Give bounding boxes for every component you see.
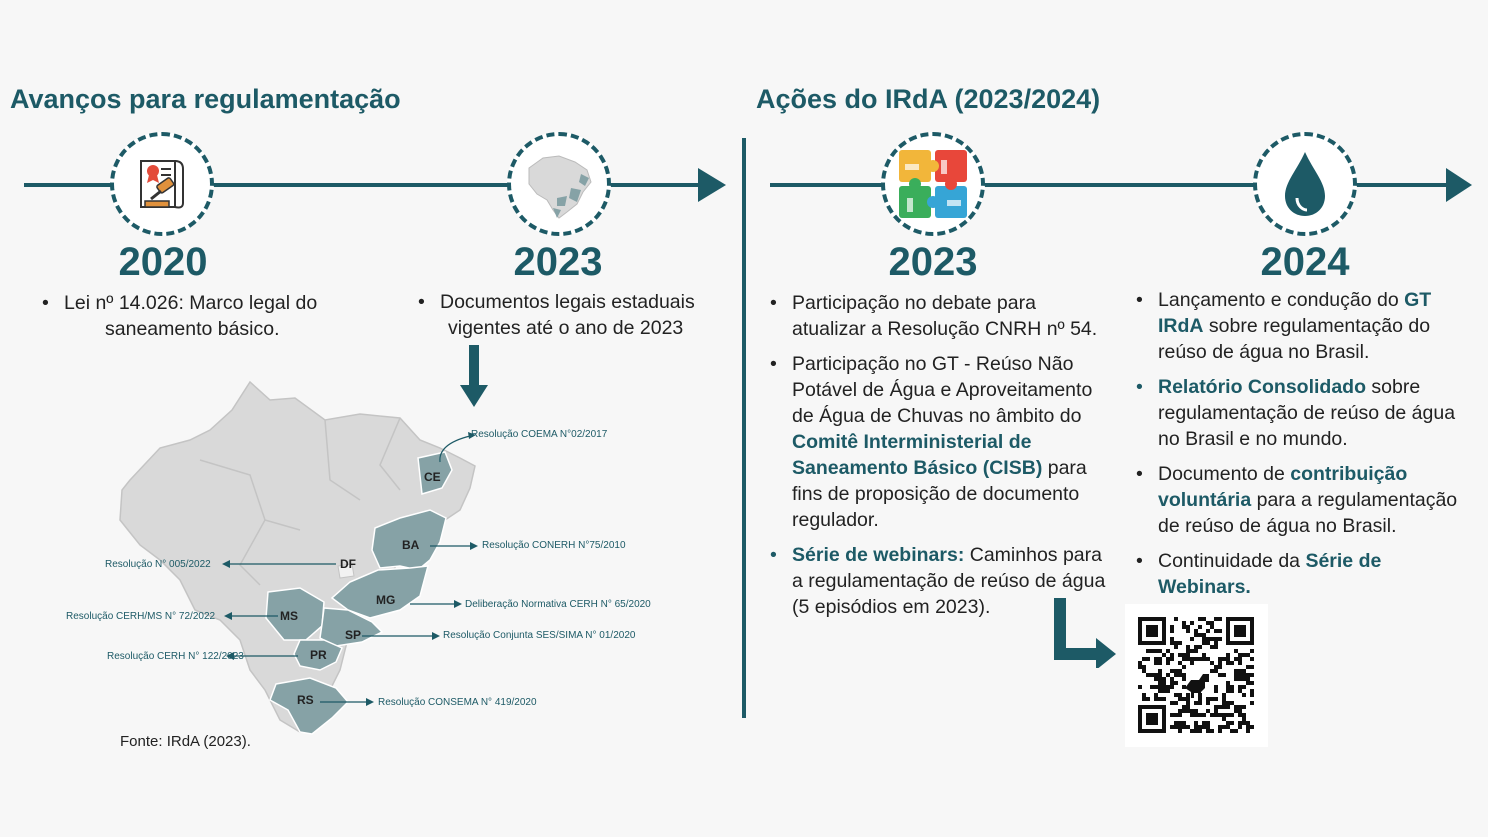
label-rs: Resolução CONSEMA N° 419/2020 (378, 697, 537, 708)
bullet-contribuicao-highlight: contribuição voluntária (1158, 463, 1408, 511)
state-tag-pr: PR (310, 648, 327, 662)
bullet-contribuicao (1136, 461, 1471, 539)
bullet-webinars-text: Caminhos para a regulamentação de reúso de água (5 episódios em 2023). (792, 544, 1106, 618)
bullet-gt-reuso-highlight: Comitê Interministerial de Saneamento Básico (CISB) (792, 431, 1043, 479)
bullet-gt-irda-text-a: Lançamento e condução do (1158, 289, 1405, 311)
bullet-relatorio-highlight: Relatório Consolidado (1158, 376, 1367, 398)
bullet-contribuicao-text-b: para a regulamentação de reúso de água no Brasil. (1158, 489, 1458, 537)
bullet-2020-line2: saneamento básico. (105, 318, 280, 340)
label-ba: Resolução CONERH N°75/2010 (482, 540, 626, 551)
water-drop-icon (1253, 132, 1357, 236)
right-timeline (760, 160, 1488, 220)
bullet-2020-line1: Lei nº 14.026: Marco legal do (64, 292, 318, 314)
bullet-2020 (42, 290, 362, 342)
state-tag-mg: MG (376, 593, 396, 607)
state-tag-ba: BA (402, 538, 420, 552)
year-2023-right: 2023 (888, 240, 978, 284)
law-document-gavel-icon (110, 132, 214, 236)
left-heading: Avanços para regulamentação (10, 84, 401, 114)
state-tag-rs: RS (297, 693, 314, 707)
bullet-cnrh (770, 290, 1115, 342)
state-tag-sp: SP (345, 628, 362, 642)
l-arrow-icon (1050, 598, 1120, 668)
bullet-gt-irda-text-b: sobre regulamentação do reúso de água no Brasil. (1158, 315, 1431, 363)
state-tag-ce: CE (424, 470, 441, 484)
qr-code-icon[interactable] (1125, 604, 1268, 747)
bullets-2023-actions (770, 290, 1115, 629)
bullet-continuidade-text: Continuidade da (1158, 550, 1306, 572)
section-divider (742, 138, 746, 718)
label-sp: Resolução Conjunta SES/SIMA N° 01/2020 (443, 630, 636, 641)
bullet-continuidade-highlight: Série de Webinars. (1158, 550, 1382, 598)
label-ms: Resolução CERH/MS N° 72/2022 (66, 611, 216, 622)
label-mg: Deliberação Normativa CERH N° 65/2020 (465, 599, 651, 610)
label-pr: Resolução CERH N° 122/2023 (107, 651, 244, 662)
bullets-2024-actions (1136, 287, 1471, 609)
puzzle-hands-icon (881, 132, 985, 236)
label-ce: Resolução COEMA N°02/2017 (471, 429, 608, 440)
right-heading: Ações do IRdA (2023/2024) (756, 84, 1101, 114)
bullet-continuidade (1136, 548, 1471, 600)
timeline-arrow-icon (698, 168, 726, 202)
state-tag-ms: MS (280, 609, 298, 623)
bullet-gt-reuso (770, 351, 1115, 533)
bullet-cnrh-text: Participação no debate para atualizar a Resolução CNRH nº 54. (792, 292, 1098, 340)
bullet-gt-reuso-text-b: para fins de proposição de documento regulador. (792, 457, 1087, 531)
year-2023-left: 2023 (513, 240, 603, 284)
label-df: Resolução N° 005/2022 (105, 559, 211, 570)
brazil-map-icon (507, 132, 611, 236)
bullet-gt-irda-highlight: GT IRdA (1158, 289, 1432, 337)
bullet-relatorio (1136, 374, 1471, 452)
year-2024: 2024 (1260, 240, 1350, 284)
bullet-gt-irda (1136, 287, 1471, 365)
bullet-contribuicao-text-a: Documento de (1158, 463, 1291, 485)
timeline-arrow-icon (1446, 168, 1472, 202)
bullet-2023-left-line1: Documentos legais estaduais (440, 291, 695, 313)
map-source: Fonte: IRdA (2023). (120, 733, 251, 750)
bullet-webinars-highlight: Série de webinars: (792, 544, 965, 566)
bullet-relatorio-text: sobre regulamentação de reúso de água no Brasil e no mundo. (1158, 376, 1456, 450)
year-2020: 2020 (118, 240, 208, 284)
state-tag-df: DF (340, 557, 356, 571)
bullet-gt-reuso-text-a: Participação no GT - Reúso Não Potável de Água e Aproveitamento de Água de Chuvas no âmbito do (792, 353, 1093, 427)
bullet-2023-left (418, 289, 718, 341)
bullet-2023-left-line2: vigentes até o ano de 2023 (448, 317, 684, 339)
